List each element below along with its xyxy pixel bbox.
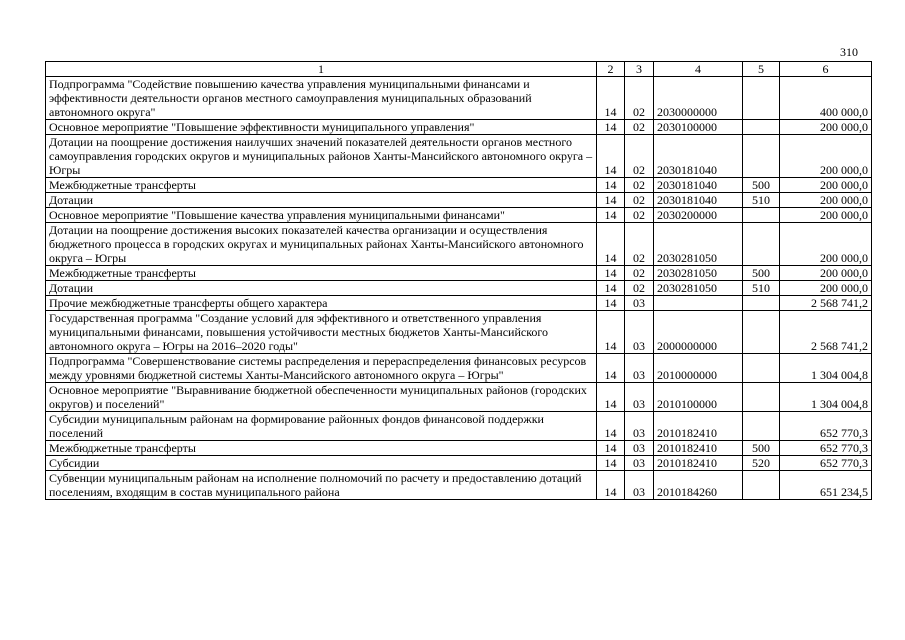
- row-kind-cell: [743, 412, 780, 441]
- row-subsection-cell: 02: [625, 208, 654, 223]
- table-row: [46, 456, 872, 471]
- row-subsection-cell: 02: [625, 193, 654, 208]
- row-name-cell: Дотации: [46, 193, 597, 208]
- row-section-cell: 14: [597, 266, 625, 281]
- row-amount-cell: 200 000,0: [780, 193, 872, 208]
- row-section-cell: 14: [597, 223, 625, 266]
- row-name-cell: Межбюджетные трансферты: [46, 178, 597, 193]
- row-section-cell: 14: [597, 412, 625, 441]
- row-subsection-cell: 02: [625, 135, 654, 178]
- row-section-cell: 14: [597, 354, 625, 383]
- row-subsection-cell: 03: [625, 441, 654, 456]
- row-code-cell: 2030181040: [654, 178, 743, 193]
- row-amount-cell: 1 304 004,8: [780, 383, 872, 412]
- row-code-cell: 2010182410: [654, 441, 743, 456]
- column-header-section: 2: [597, 62, 625, 77]
- row-subsection-cell: 02: [625, 77, 654, 120]
- row-code-cell: 2010184260: [654, 471, 743, 500]
- row-name-cell: Субсидии муниципальным районам на формирование районных фондов финансовой поддержки поселений: [46, 412, 597, 441]
- row-name-cell: Государственная программа "Создание условий для эффективного и ответственного управления муниципальными финансами, повышения устойчивости местных бюджетов Ханты-Мансийского автономного округа – Югры на 2016–2020 годы": [46, 311, 597, 354]
- row-name-cell: Дотации на поощрение достижения наилучших значений показателей деятельности органов местного самоуправления городских округов и муниципальных районов Ханты-Мансийского автономного округа – Югры: [46, 135, 597, 178]
- row-section-cell: 14: [597, 311, 625, 354]
- row-amount-cell: 2 568 741,2: [780, 296, 872, 311]
- table-row: [46, 311, 872, 354]
- row-kind-cell: 500: [743, 178, 780, 193]
- row-kind-cell: 500: [743, 266, 780, 281]
- row-subsection-cell: 03: [625, 311, 654, 354]
- row-subsection-cell: 03: [625, 296, 654, 311]
- row-section-cell: 14: [597, 77, 625, 120]
- row-kind-cell: [743, 135, 780, 178]
- row-code-cell: 2030200000: [654, 208, 743, 223]
- table-row: [46, 193, 872, 208]
- row-subsection-cell: 02: [625, 120, 654, 135]
- row-subsection-cell: 03: [625, 471, 654, 500]
- row-name-cell: Дотации: [46, 281, 597, 296]
- row-kind-cell: [743, 296, 780, 311]
- row-name-cell: Межбюджетные трансферты: [46, 266, 597, 281]
- row-kind-cell: 520: [743, 456, 780, 471]
- table-row: [46, 383, 872, 412]
- column-header-subsection: 3: [625, 62, 654, 77]
- row-section-cell: 14: [597, 120, 625, 135]
- row-kind-cell: 510: [743, 193, 780, 208]
- table-row: [46, 354, 872, 383]
- row-kind-cell: [743, 120, 780, 135]
- table-row: [46, 266, 872, 281]
- row-section-cell: 14: [597, 208, 625, 223]
- row-kind-cell: [743, 77, 780, 120]
- table-row: [46, 281, 872, 296]
- row-kind-cell: [743, 383, 780, 412]
- row-code-cell: 2030181040: [654, 193, 743, 208]
- page-number: 310: [840, 45, 858, 59]
- row-section-cell: 14: [597, 135, 625, 178]
- row-subsection-cell: 02: [625, 223, 654, 266]
- table-row: [46, 77, 872, 120]
- row-subsection-cell: 03: [625, 456, 654, 471]
- row-amount-cell: 400 000,0: [780, 77, 872, 120]
- table-row: [46, 208, 872, 223]
- row-name-cell: Основное мероприятие "Выравнивание бюджетной обеспеченности муниципальных районов (городских округов) и поселений": [46, 383, 597, 412]
- row-code-cell: 2030100000: [654, 120, 743, 135]
- row-section-cell: 14: [597, 296, 625, 311]
- row-name-cell: Подпрограмма "Совершенствование системы распределения и перераспределения финансовых ресурсов между уровнями бюджетной системы Ханты-Мансийского автономного округа – Югры": [46, 354, 597, 383]
- row-name-cell: Дотации на поощрение достижения высоких показателей качества организации и осуществления бюджетного процесса в городских округах и муниципальных районах Ханты-Мансийского автономного округа – Югры: [46, 223, 597, 266]
- row-amount-cell: 200 000,0: [780, 120, 872, 135]
- row-kind-cell: [743, 223, 780, 266]
- row-subsection-cell: 03: [625, 354, 654, 383]
- row-section-cell: 14: [597, 193, 625, 208]
- column-header-target-code: 4: [654, 62, 743, 77]
- row-subsection-cell: 02: [625, 281, 654, 296]
- row-amount-cell: 651 234,5: [780, 471, 872, 500]
- row-section-cell: 14: [597, 178, 625, 193]
- row-kind-cell: 500: [743, 441, 780, 456]
- row-amount-cell: 200 000,0: [780, 281, 872, 296]
- row-kind-cell: 510: [743, 281, 780, 296]
- row-code-cell: 2030181040: [654, 135, 743, 178]
- row-subsection-cell: 03: [625, 383, 654, 412]
- table-row: [46, 120, 872, 135]
- table-row: [46, 412, 872, 441]
- row-amount-cell: 200 000,0: [780, 178, 872, 193]
- row-code-cell: 2010100000: [654, 383, 743, 412]
- row-amount-cell: 2 568 741,2: [780, 311, 872, 354]
- row-code-cell: 2030281050: [654, 223, 743, 266]
- row-subsection-cell: 02: [625, 178, 654, 193]
- column-header-amount: 6: [780, 62, 872, 77]
- column-header-name: 1: [46, 62, 597, 77]
- table-row: [46, 471, 872, 500]
- row-section-cell: 14: [597, 441, 625, 456]
- row-subsection-cell: 03: [625, 412, 654, 441]
- row-name-cell: Субвенции муниципальным районам на исполнение полномочий по расчету и предоставлению дотаций поселениям, входящим в состав муниципального района: [46, 471, 597, 500]
- row-amount-cell: 652 770,3: [780, 456, 872, 471]
- row-name-cell: Субсидии: [46, 456, 597, 471]
- row-amount-cell: 652 770,3: [780, 412, 872, 441]
- row-section-cell: 14: [597, 281, 625, 296]
- row-name-cell: Межбюджетные трансферты: [46, 441, 597, 456]
- table-row: [46, 223, 872, 266]
- table-header-row: [46, 62, 872, 77]
- row-kind-cell: [743, 471, 780, 500]
- row-kind-cell: [743, 311, 780, 354]
- row-code-cell: 2010182410: [654, 456, 743, 471]
- row-name-cell: Подпрограмма "Содействие повышению качества управления муниципальными финансами и эффективности деятельности органов местного самоуправления муниципальных образований автономного округа": [46, 77, 597, 120]
- row-name-cell: Основное мероприятие "Повышение эффективности муниципального управления": [46, 120, 597, 135]
- column-header-expense-kind: 5: [743, 62, 780, 77]
- row-code-cell: 2010000000: [654, 354, 743, 383]
- table-row: [46, 178, 872, 193]
- row-name-cell: Прочие межбюджетные трансферты общего характера: [46, 296, 597, 311]
- row-kind-cell: [743, 354, 780, 383]
- row-amount-cell: 200 000,0: [780, 135, 872, 178]
- budget-table: [45, 61, 872, 500]
- table-row: [46, 441, 872, 456]
- table-row: [46, 135, 872, 178]
- row-code-cell: 2030000000: [654, 77, 743, 120]
- row-section-cell: 14: [597, 471, 625, 500]
- row-amount-cell: 200 000,0: [780, 223, 872, 266]
- row-code-cell: 2010182410: [654, 412, 743, 441]
- table-row: [46, 296, 872, 311]
- row-subsection-cell: 02: [625, 266, 654, 281]
- row-code-cell: [654, 296, 743, 311]
- row-name-cell: Основное мероприятие "Повышение качества управления муниципальными финансами": [46, 208, 597, 223]
- row-amount-cell: 200 000,0: [780, 266, 872, 281]
- row-code-cell: 2000000000: [654, 311, 743, 354]
- row-code-cell: 2030281050: [654, 266, 743, 281]
- row-amount-cell: 1 304 004,8: [780, 354, 872, 383]
- row-code-cell: 2030281050: [654, 281, 743, 296]
- row-amount-cell: 652 770,3: [780, 441, 872, 456]
- row-kind-cell: [743, 208, 780, 223]
- row-section-cell: 14: [597, 383, 625, 412]
- row-amount-cell: 200 000,0: [780, 208, 872, 223]
- row-section-cell: 14: [597, 456, 625, 471]
